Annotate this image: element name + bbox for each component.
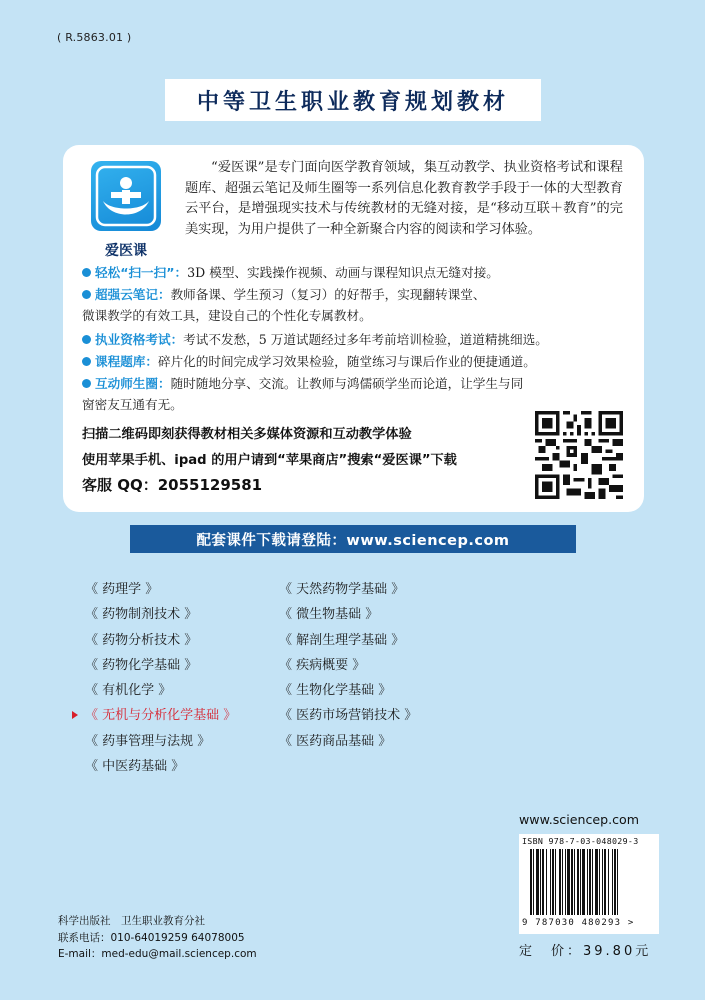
bullet-icon	[82, 268, 91, 277]
qr-code-icon	[535, 411, 623, 499]
publisher-email: E-mail：med-edu@mail.sciencep.com	[58, 948, 257, 960]
bullet-icon	[82, 335, 91, 344]
scan-instruction: 扫描二维码即刻获得教材相关多媒体资源和互动教学体验	[82, 427, 412, 442]
barcode-icon	[528, 849, 654, 917]
feature-scan: 轻松“扫一扫”：3D 模型、实践操作视频、动画与课程知识点无缝对接。	[82, 263, 642, 284]
isbn-text: ISBN 978-7-03-048029-3	[522, 836, 639, 846]
list-item: 《 生物化学基础 》	[279, 683, 392, 699]
list-item: 《 药理学 》	[85, 582, 159, 597]
feature-exam: 执业资格考试：考试不发愁，5 万道试题经过多年考前培训检验，道道精挑细选。	[82, 330, 642, 351]
publisher-name: 科学出版社 卫生职业教育分社	[58, 915, 205, 927]
bullet-icon	[82, 290, 91, 299]
list-item: 《 天然药物学基础 》	[279, 582, 405, 597]
list-item: 《 有机化学 》	[85, 683, 172, 699]
catalog-code: ( R.5863.01 )	[57, 31, 132, 44]
list-item: 《 药物制剂技术 》	[85, 607, 198, 623]
list-item: 《 解剖生理学基础 》	[279, 632, 405, 648]
book-list-left	[85, 577, 236, 779]
list-item-current: 《 无机与分析化学基础 》	[85, 708, 237, 724]
app-name: 爱医课	[105, 243, 147, 259]
bullet-icon	[82, 379, 91, 388]
app-intro: “爱医课”是专门面向医学教育领域，集互动教学、执业资格考试和课程题库、超强云笔记及师生圈等一系列信息化教育教学手段于一体的大型教育云平台，是增强现实技术与传统教材的无缝对接，是“移动互联＋教育”的完美实现，为用户提供了一种全新聚合内容的阅读和学习体验。	[185, 160, 623, 237]
feature-cloud-notes: 超强云笔记：教师备课、学生预习（复习）的好帮手，实现翻转课堂、 微课教学的有效工具，建设自己的个性化专属教材。	[82, 287, 486, 323]
list-item: 《 医药商品基础 》	[279, 733, 392, 749]
customer-qq: 客服 QQ：2055129581	[82, 476, 263, 494]
price: 定 价：39.80元	[519, 944, 652, 959]
publisher-info	[58, 913, 257, 963]
current-book-marker-icon	[72, 711, 78, 719]
list-item: 《 药事管理与法规 》	[85, 733, 211, 749]
list-item: 《 医药市场营销技术 》	[279, 708, 418, 724]
download-banner: 配套课件下载请登陆：www.sciencep.com	[130, 525, 576, 553]
list-item: 《 微生物基础 》	[279, 607, 379, 623]
feature-question-bank: 课程题库：碎片化的时间完成学习效果检验，随堂练习与课后作业的便捷通道。	[82, 352, 642, 373]
list-item: 《 中医药基础 》	[85, 759, 185, 775]
publisher-phone: 联系电话：010-64019259 64078005	[58, 931, 245, 944]
barcode-digits: 9 787030 480293 >	[522, 918, 635, 928]
feature-circle: 互动师生圈：随时随地分享、交流。让教师与鸿儒硕学坐而论道，让学生与同 窗密友互通有无。	[82, 376, 524, 412]
list-item: 《 药物化学基础 》	[85, 657, 198, 673]
bullet-icon	[82, 357, 91, 366]
list-item: 《 疾病概要 》	[279, 657, 366, 673]
app-logo-icon	[91, 161, 161, 231]
apple-store-instruction: 使用苹果手机、ipad 的用户请到“苹果商店”搜索“爱医课”下载	[82, 453, 457, 468]
list-item: 《 药物分析技术 》	[85, 632, 198, 648]
website: www.sciencep.com	[519, 812, 640, 827]
series-title: 中等卫生职业教育规划教材	[165, 79, 541, 121]
book-list-right	[279, 577, 417, 754]
